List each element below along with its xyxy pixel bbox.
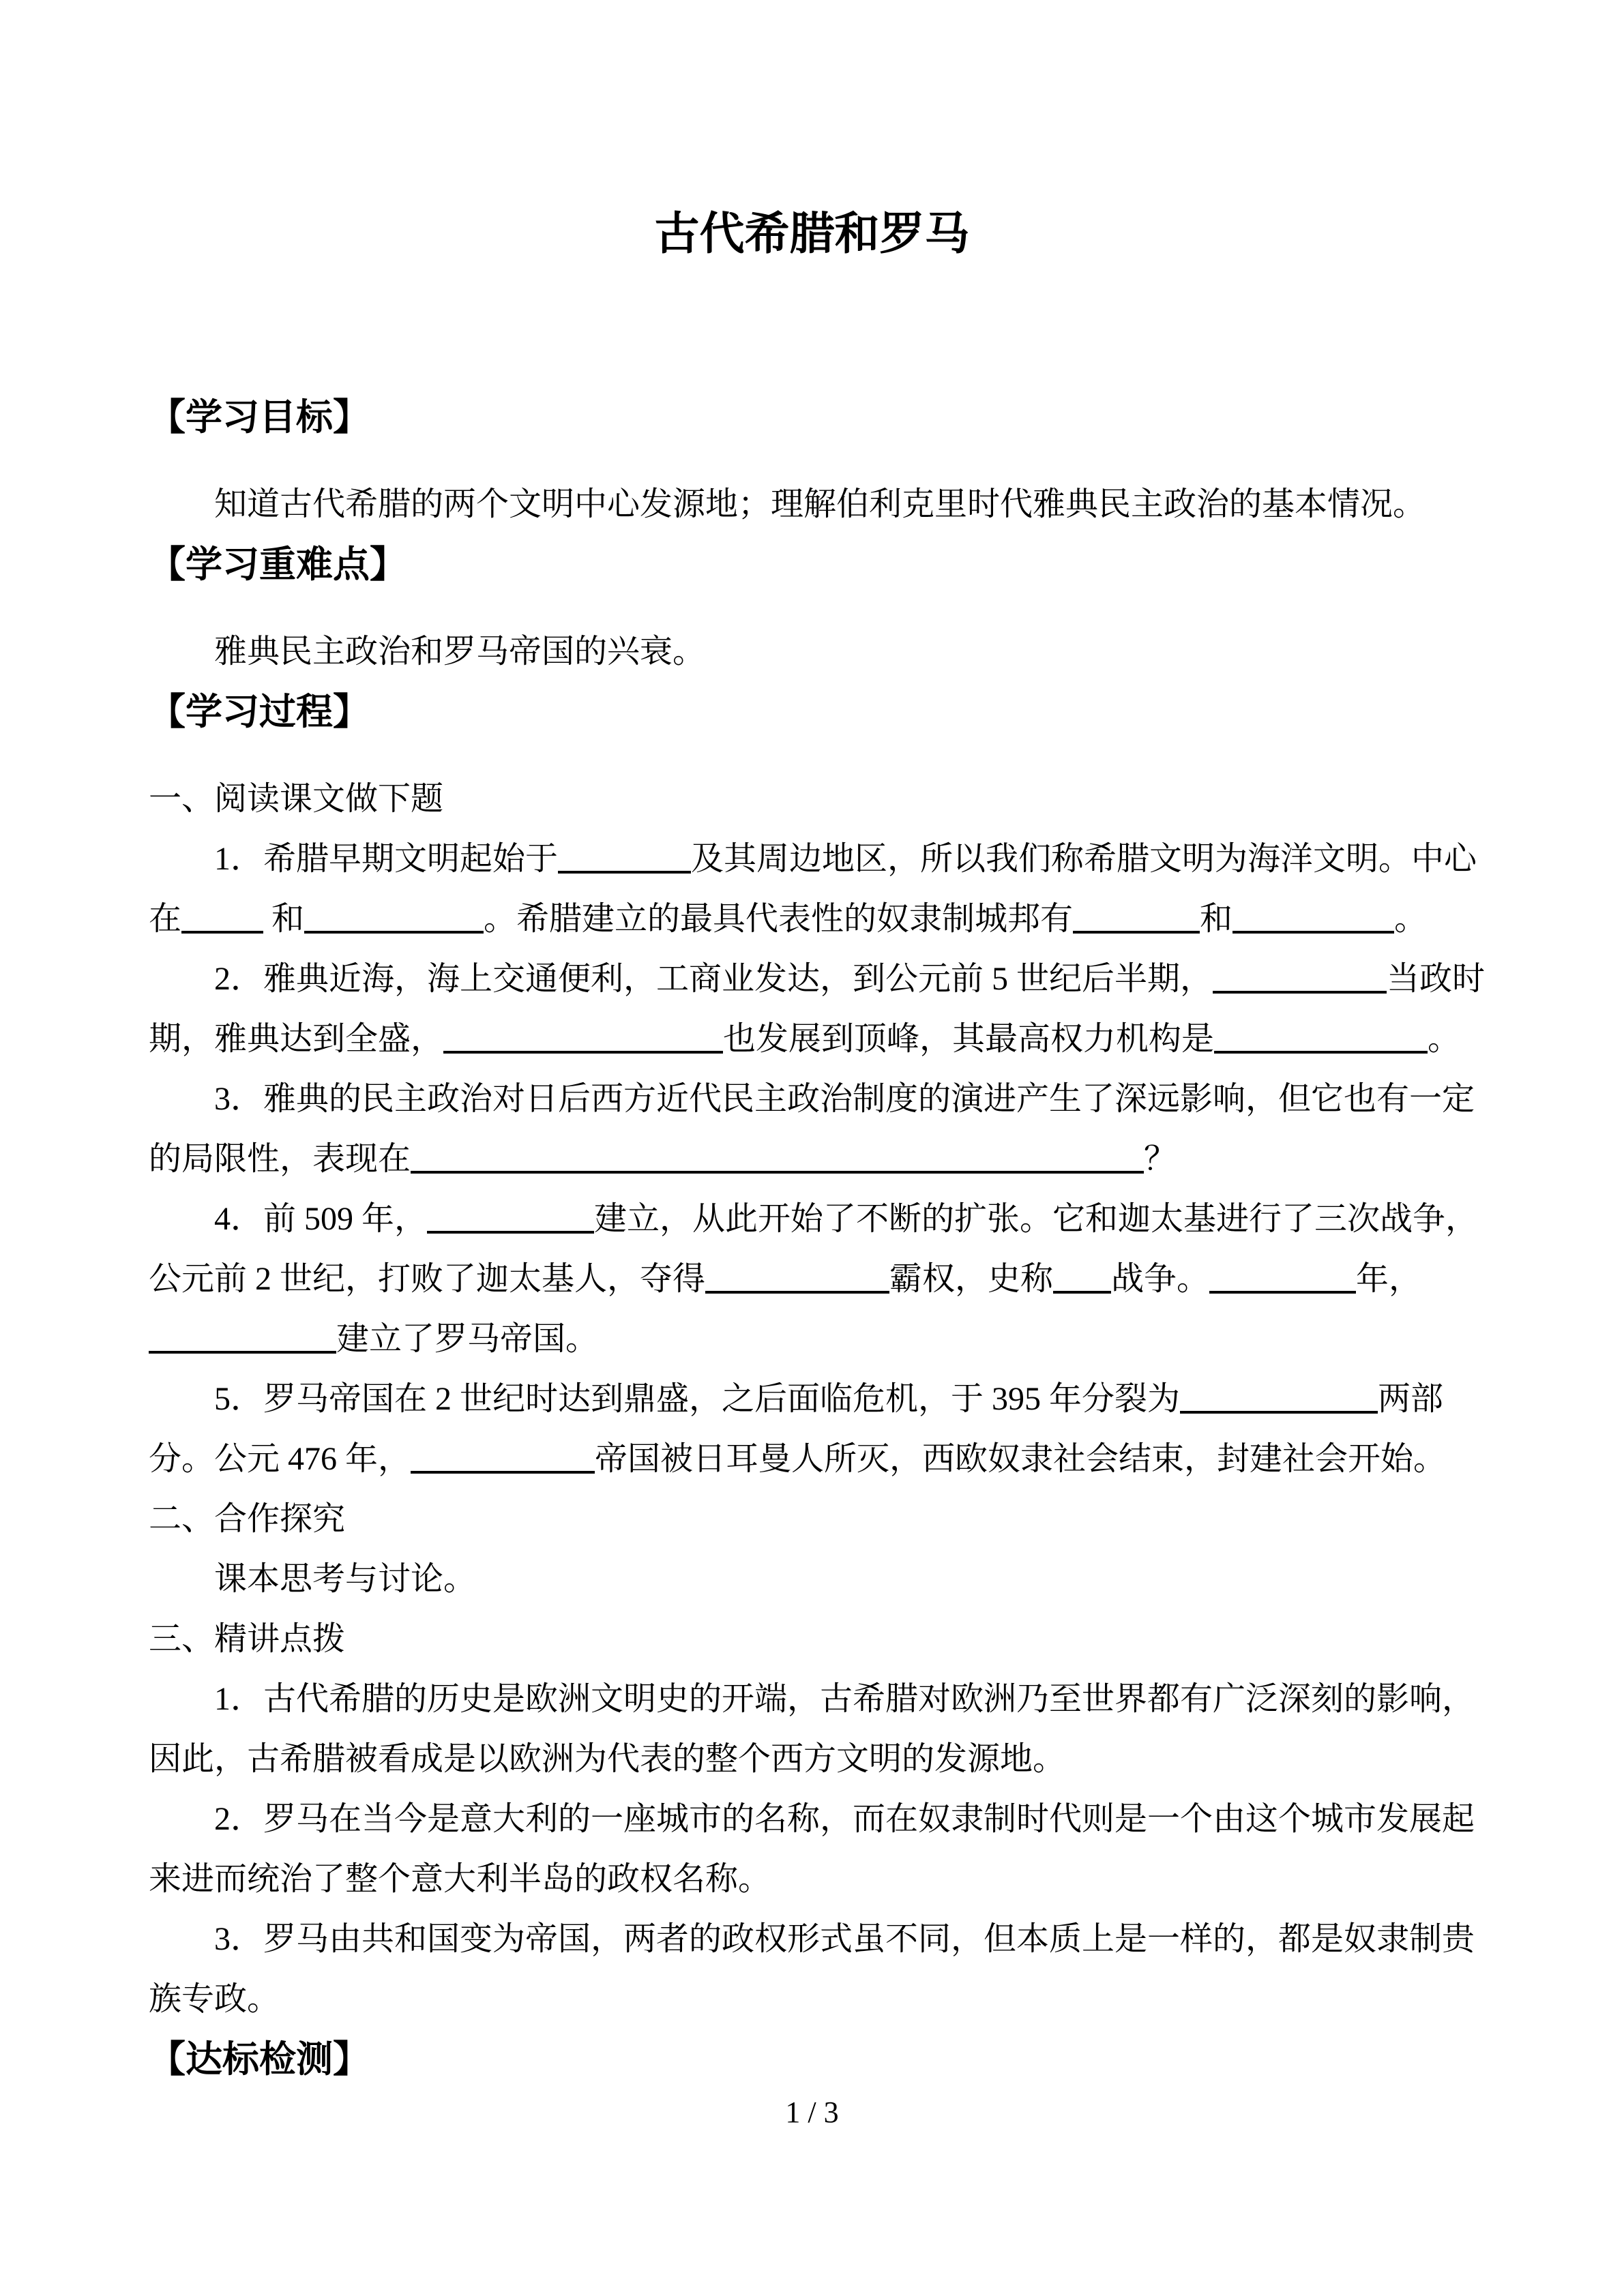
text-segment: 及其周边地区，所以我们称希腊文明为海洋文明。中心 — [691, 841, 1477, 877]
text-segment: 在 — [149, 901, 182, 937]
text-line — [149, 1069, 1475, 1129]
text-segment: 三、精讲点拨 — [149, 1621, 346, 1657]
document-title: 古代希腊和罗马 — [654, 209, 970, 259]
text-segment: 课本思考与讨论。 — [214, 1561, 477, 1597]
text-segment: 也发展到顶峰，其最高权力机构是 — [723, 1021, 1215, 1057]
fill-in-blank — [411, 1444, 595, 1474]
fill-in-blank — [149, 1324, 336, 1354]
text-segment: 帝国被日耳曼人所灭，西欧奴隶社会结束，封建社会开始。 — [595, 1441, 1447, 1477]
text-line — [149, 829, 1475, 889]
fill-in-blank — [1053, 1264, 1111, 1294]
text-segment: 期，雅典达到全盛， — [149, 1021, 444, 1057]
text-line — [149, 769, 1475, 829]
text-segment: 两部 — [1378, 1381, 1444, 1417]
text-segment: 3．罗马由共和国变为帝国，两者的政权形式虽不同，但本质上是一样的，都是奴隶制贵 — [214, 1921, 1475, 1957]
fill-in-blank — [1073, 904, 1200, 934]
text-segment: 公元前 2 世纪，打败了迦太基人，夺得 — [149, 1261, 706, 1297]
text-line — [149, 1369, 1475, 1429]
text-line — [149, 475, 1475, 535]
text-segment: 。 — [1428, 1021, 1461, 1057]
fill-in-blank — [304, 904, 484, 934]
fill-in-blank — [443, 1024, 723, 1054]
text-line — [149, 1969, 1475, 2029]
text-line — [149, 889, 1475, 949]
text-line — [149, 1189, 1479, 1249]
fill-in-blank — [558, 844, 691, 874]
text-line — [149, 1849, 1475, 1909]
text-segment: 分。公元 476 年， — [149, 1441, 411, 1477]
text-line — [149, 1249, 1475, 1309]
fill-in-blank — [1180, 1384, 1378, 1414]
section-heading: 【学习过程】 — [149, 691, 370, 732]
page-number: 1 / 3 — [785, 2096, 839, 2129]
text-segment: 一、阅读课文做下题 — [149, 781, 444, 817]
document-body — [149, 387, 1486, 2089]
fill-in-blank — [427, 1204, 594, 1234]
text-line — [149, 949, 1486, 1009]
section-heading: 【学习重难点】 — [149, 544, 407, 585]
text-line — [149, 1909, 1475, 1969]
text-segment: 战争。 — [1111, 1261, 1210, 1297]
fill-in-blank — [411, 1144, 1144, 1174]
text-segment: 建立，从此开始了不断的扩张。它和迦太基进行了三次战争， — [594, 1201, 1479, 1237]
fill-in-blank — [1209, 1264, 1356, 1294]
text-line — [149, 1549, 1475, 1609]
text-segment: 因此，古希腊被看成是以欧洲为代表的整个西方文明的发源地。 — [149, 1741, 1066, 1777]
text-segment: 和 — [263, 901, 305, 937]
fill-in-blank — [1232, 904, 1394, 934]
text-segment: 。 — [1394, 901, 1428, 937]
section-heading: 【达标检测】 — [149, 2039, 370, 2080]
text-segment: ？ — [1144, 1141, 1177, 1177]
text-segment: 霸权，史称 — [889, 1261, 1054, 1297]
text-line — [149, 1729, 1475, 1789]
text-line — [149, 622, 1475, 682]
text-segment: 和 — [1200, 901, 1233, 937]
text-segment: 的局限性，表现在 — [149, 1141, 411, 1177]
text-line — [149, 1129, 1475, 1189]
fill-in-blank — [181, 904, 263, 934]
text-segment: 知道古代希腊的两个文明中心发源地；理解伯利克里时代雅典民主政治的基本情况。 — [214, 486, 1426, 522]
text-segment: 3．雅典的民主政治对日后西方近代民主政治制度的演进产生了深远影响，但它也有一定 — [214, 1081, 1475, 1117]
text-line — [149, 1309, 1475, 1369]
fill-in-blank — [705, 1264, 889, 1294]
text-segment: 5．罗马帝国在 2 世纪时达到鼎盛，之后面临危机，于 395 年分裂为 — [214, 1381, 1181, 1417]
text-segment: 族专政。 — [149, 1981, 280, 2017]
text-segment: 来进而统治了整个意大利半岛的政权名称。 — [149, 1861, 771, 1897]
text-segment: 建立了罗马帝国。 — [336, 1321, 599, 1357]
text-segment: 2．雅典近海，海上交通便利，工商业发达，到公元前 5 世纪后半期， — [214, 961, 1213, 997]
text-segment: 当政时 — [1387, 961, 1486, 997]
text-line — [149, 1009, 1475, 1069]
text-line — [149, 1429, 1475, 1489]
text-line — [149, 1489, 1475, 1549]
text-line — [149, 1609, 1475, 1669]
text-segment: 二、合作探究 — [149, 1501, 346, 1537]
text-line — [149, 1789, 1475, 1849]
text-segment: 年， — [1356, 1261, 1422, 1297]
fill-in-blank — [1213, 964, 1387, 994]
fill-in-blank — [1214, 1024, 1428, 1054]
text-segment: 。希腊建立的最具代表性的奴隶制城邦有 — [484, 901, 1074, 937]
text-segment: 雅典民主政治和罗马帝国的兴衰。 — [214, 633, 706, 670]
text-segment: 2．罗马在当今是意大利的一座城市的名称，而在奴隶制时代则是一个由这个城市发展起 — [214, 1801, 1475, 1837]
text-line — [149, 1669, 1475, 1729]
section-heading: 【学习目标】 — [149, 397, 370, 438]
text-segment: 1．古代希腊的历史是欧洲文明史的开端，古希腊对欧洲乃至世界都有广泛深刻的影响， — [214, 1681, 1475, 1717]
text-segment: 1．希腊早期文明起始于 — [214, 841, 559, 877]
text-segment: 4．前 509 年， — [214, 1201, 428, 1237]
